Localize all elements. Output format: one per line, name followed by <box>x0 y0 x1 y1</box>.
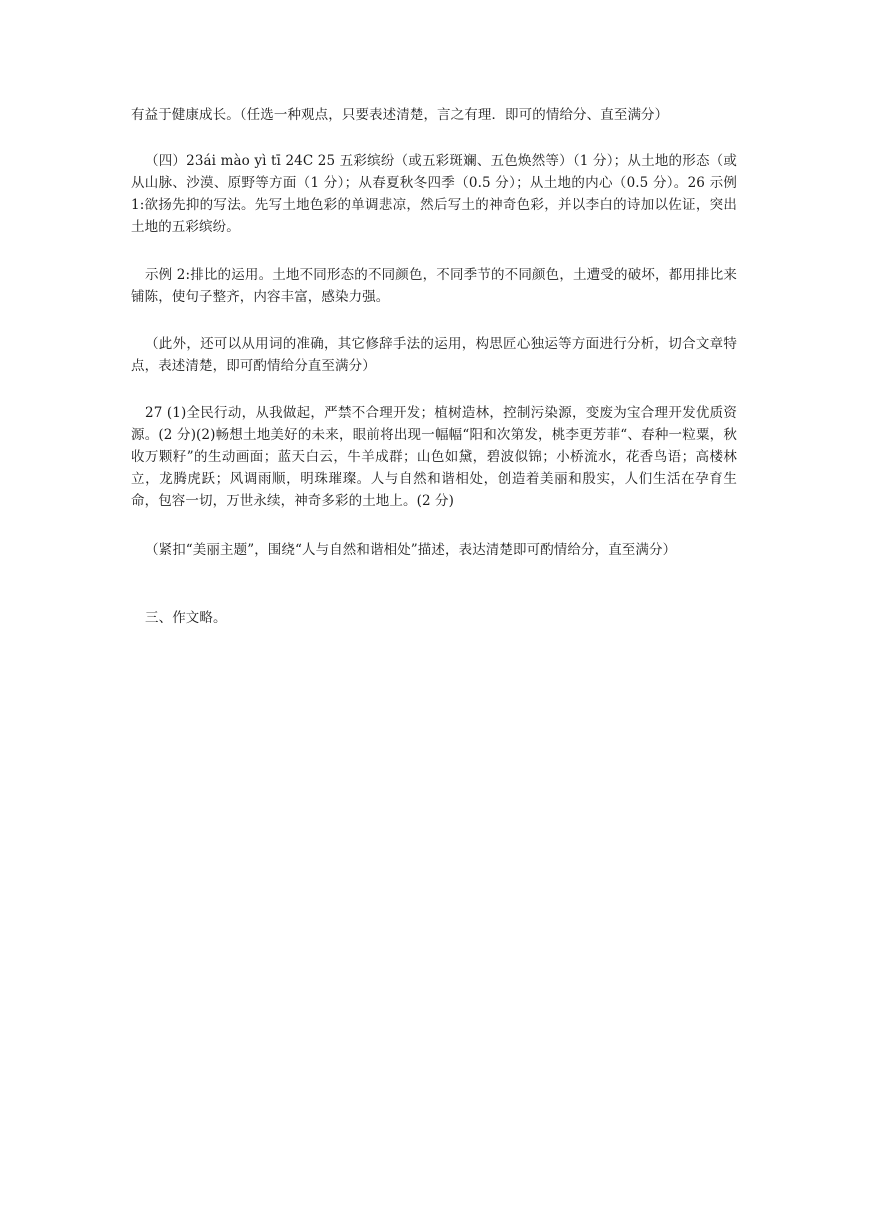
answer-paragraph-continuation: 有益于健康成长。（任选一种观点，只要表述清楚，言之有理．即可的情给分、直至满分） <box>131 107 669 123</box>
answer-paragraph-question-27: 27 (1)全民行动，从我做起，严禁不合理开发；植树造林，控制污染源，变废为宝合理开发优质资源。(2 分)(2)畅想土地美好的未来，眼前将出现一幅幅“阳和次第发，桃李更芳菲“、春种一粒粟，秋收万颗籽”的生动画面；蓝天白云，牛羊成群；山色如黛，碧波似锦；小桥流水，花香鸟语；高楼林立，龙腾虎跃；风调雨顺，明珠璀璨。人与自然和谐相处，创造着美丽和殷实，人们生活在孕育生命，包容一切，万世永续，神奇多彩的土地上。(2 分) <box>131 405 737 509</box>
answer-paragraph-section-four: （四）23ái mào yì tī 24C 25 五彩缤纷（或五彩斑斓、五色焕然等）（1 分）；从土地的形态（或从山脉、沙漠、原野等方面（1 分）；从春夏秋冬四季（0.5 分）；从土地的内心（0.5 分）。26 示例 1:欲扬先抑的写法。先写土地色彩的单调悲凉，然后写土的神奇色彩，并以李白的诗加以佐证，突出土地的五彩缤纷。 <box>131 153 737 235</box>
answer-paragraph-composition: 三、作文略。 <box>145 610 227 626</box>
answer-paragraph-grading-note: （紧扣“美丽主题”，围绕“人与自然和谐相处”描述，表达清楚即可酌情给分，直至满分） <box>145 542 677 558</box>
answer-paragraph-example-two: 示例 2:排比的运用。土地不同形态的不同颜色，不同季节的不同颜色，土遭受的破坏，都用排比来铺陈，使句子整齐，内容丰富，感染力强。 <box>131 267 737 305</box>
answer-paragraph-analysis-note: （此外，还可以从用词的准确，其它修辞手法的运用，构思匠心独运等方面进行分析，切合文章特点，表述清楚，即可酌情给分直至满分） <box>131 336 737 374</box>
